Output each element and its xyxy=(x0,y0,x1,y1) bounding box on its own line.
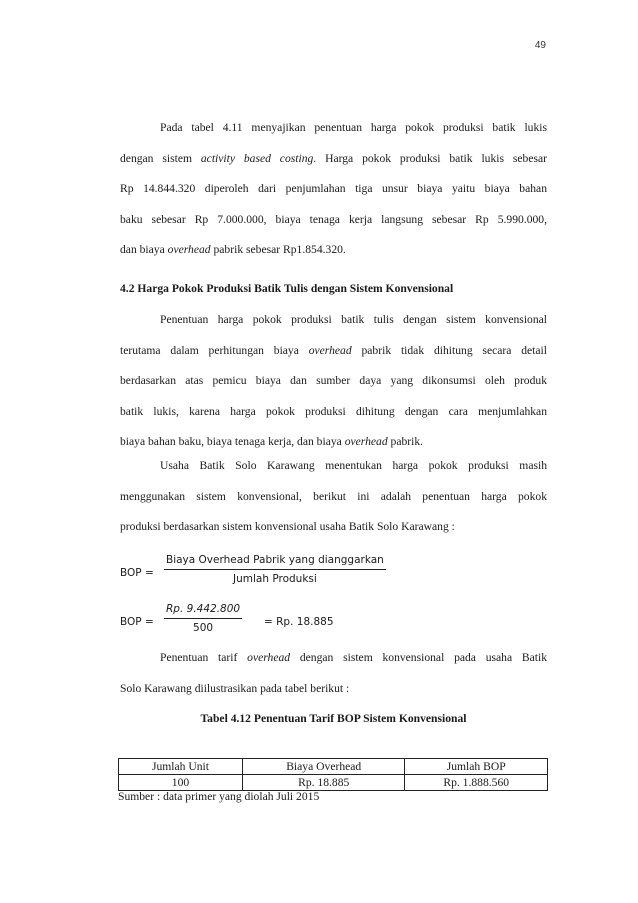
text-line: berdasarkan atas pemicu biaya dan sumber daya yang dikonsumsi oleh produk xyxy=(120,374,547,388)
text-line: Solo Karawang diilustrasikan pada tabel berikut : xyxy=(120,681,350,695)
column-header: Jumlah Unit xyxy=(119,759,243,775)
formula-lhs: BOP = xyxy=(120,567,154,579)
table-cell: Rp. 18.885 xyxy=(242,775,404,791)
emphasis: overhead xyxy=(167,243,211,257)
text-line: terutama dalam perhitungan biaya overhead pabrik tidak dihitung secara detail xyxy=(120,343,547,357)
table-cell: 100 xyxy=(119,775,243,791)
formula-fraction xyxy=(164,554,386,585)
paragraph-abc-summary xyxy=(120,113,547,266)
table-row xyxy=(119,775,548,791)
formula-numerator: Rp. 9.442.800 xyxy=(164,603,242,619)
column-header: Biaya Overhead xyxy=(242,759,404,775)
text-line: Rp 14.844.320 diperoleh dari penjumlahan tiga unsur biaya yaitu biaya bahan xyxy=(120,182,547,196)
emphasis: overhead xyxy=(308,343,352,357)
text-line: biaya bahan baku, biaya tenaga kerja, dan biaya overhead pabrik. xyxy=(120,435,424,449)
emphasis: overhead xyxy=(247,651,291,664)
paragraph-tariff-intro xyxy=(120,643,547,704)
text-line: baku sebesar Rp 7.000.000, biaya tenaga kerja langsung sebesar Rp 5.990.000, xyxy=(120,212,547,226)
formula-result: = Rp. 18.885 xyxy=(264,616,334,628)
paragraph-usaha-batik xyxy=(120,451,547,543)
text-line: dengan sistem activity based costing. Harga pokok produksi batik lukis sebesar xyxy=(120,151,547,165)
formula-fraction xyxy=(164,603,242,634)
text-line: Penentuan harga pokok produksi batik tulis dengan sistem konvensional xyxy=(160,313,547,326)
column-header: Jumlah BOP xyxy=(405,759,548,775)
text-line: Penentuan tarif overhead dengan sistem konvensional pada usaha Batik xyxy=(160,651,547,664)
bop-table xyxy=(118,758,548,791)
paragraph-conventional-intro xyxy=(120,305,547,458)
text-line: dan biaya overhead pabrik sebesar Rp1.854.320. xyxy=(120,243,346,257)
table-cell: Rp. 1.888.560 xyxy=(405,775,548,791)
table-header-row xyxy=(119,759,548,775)
emphasis: overhead xyxy=(344,435,388,449)
table-title: Tabel 4.12 Penentuan Tarif BOP Sistem Konvensional xyxy=(200,712,467,725)
formula-numerator: Biaya Overhead Pabrik yang dianggarkan xyxy=(164,554,386,570)
text-line: Usaha Batik Solo Karawang menentukan harga pokok produksi masih xyxy=(160,459,547,472)
formula-lhs: BOP = xyxy=(120,616,154,628)
section-heading: 4.2 Harga Pokok Produksi Batik Tulis dengan Sistem Konvensional xyxy=(120,282,454,295)
text-line: produksi berdasarkan sistem konvensional usaha Batik Solo Karawang : xyxy=(120,520,455,534)
formula-denominator: 500 xyxy=(193,622,214,634)
text-line: Pada tabel 4.11 menyajikan penentuan harga pokok produksi batik lukis xyxy=(160,121,547,134)
formula-denominator: Jumlah Produksi xyxy=(233,573,317,585)
table-source: Sumber : data primer yang diolah Juli 2015 xyxy=(118,790,320,803)
text-line: batik lukis, karena harga pokok produksi dihitung dengan cara menjumlahkan xyxy=(120,404,547,418)
text-line: menggunakan sistem konvensional, berikut ini adalah penentuan harga pokok xyxy=(120,489,547,503)
page-number: 49 xyxy=(534,40,546,51)
emphasis: activity based costing xyxy=(200,151,314,165)
